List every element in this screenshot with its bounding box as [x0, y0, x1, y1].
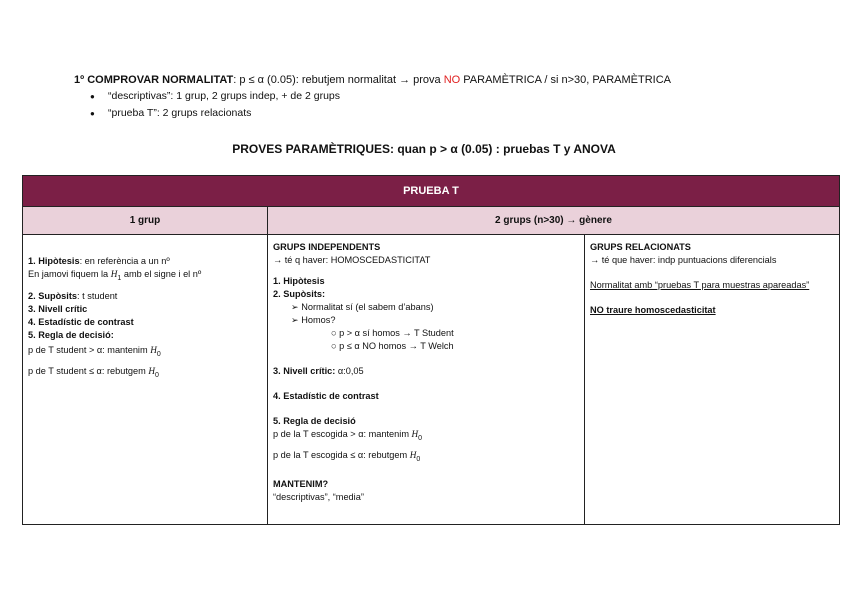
relacionats-cell [585, 235, 840, 525]
independents-title: GRUPS INDEPENDENTS [273, 242, 381, 252]
jamovi-text: En jamovi fiquem la [28, 269, 111, 279]
bullet-item: ● “prueba T”: 2 grups relacionats [74, 105, 671, 122]
prueba-t-table [22, 175, 840, 525]
h-subscript: 0 [154, 371, 159, 379]
suposits-label: 2. Supòsits [28, 290, 78, 301]
h-symbol: H [150, 344, 157, 355]
h-symbol: H [409, 449, 417, 460]
h-subscript: 0 [156, 350, 161, 358]
h-subscript: 1 [117, 274, 122, 282]
regla-decisio: 5. Regla de decisió [273, 416, 356, 426]
homoscedasticitat-note: NO traure homoscedasticitat [590, 305, 716, 315]
normality-rule: : p ≤ α (0.05): rebutjem normalitat → prova [233, 74, 444, 86]
regla-decisio: 5. Regla de decisió: [28, 329, 114, 340]
independents-cell [268, 235, 585, 525]
suposits-text: : t student [77, 290, 118, 301]
homos-no-item: ○ p ≤ α NO homos → T Welch [331, 341, 454, 351]
bullet-item: ● “descriptivas”: 1 grup, 2 grups indep, + de 2 grups [74, 88, 671, 105]
normality-heading: 1º COMPROVAR NORMALITAT [74, 74, 234, 86]
hipotesis-label: 1. Hipòtesis [28, 256, 80, 266]
nivell-critic: 3. Nivell crític: [273, 366, 336, 376]
rule-rebutgem: p de T student ≤ α: rebutgem [28, 365, 149, 376]
hipotesis-text: : en referència a un nº [79, 256, 170, 266]
normality-rule-end: PARAMÈTRICA / si n>30, PARAMÈTRICA [460, 74, 672, 86]
rule-mantenim: p de la T escogida > α: mantenim [273, 429, 412, 439]
h-symbol: H [110, 269, 118, 279]
h-symbol: H [148, 365, 155, 376]
estadistic-contrast: 4. Estadístic de contrast [273, 391, 379, 401]
estadistic-contrast: 4. Estadístic de contrast [28, 316, 134, 327]
nivell-critic: 3. Nivell crític [28, 303, 88, 314]
hipotesis-label: 1. Hipòtesis [273, 276, 325, 286]
homos-yes-item: ○ p > α sí homos → T Student [331, 328, 454, 338]
table-title: PRUEBA T [23, 176, 840, 207]
independents-condition: → té q haver: HOMOSCEDASTICITAT [273, 255, 431, 265]
col-header-1-grup: 1 grup [23, 207, 268, 235]
jamovi-text-end: amb el signe i el nº [121, 269, 202, 279]
h-symbol: H [411, 429, 419, 439]
mantenim-text: “descriptivas”, “media” [273, 491, 364, 502]
homos-item: ➢ Homos? [291, 315, 336, 325]
h-subscript: 0 [416, 455, 421, 463]
intro-section [74, 72, 671, 122]
normality-line [74, 72, 671, 88]
rule-rebutgem: p de la T escogida ≤ α: rebutgem [273, 449, 410, 460]
intro-bullets [74, 88, 671, 122]
section-title: PROVES PARAMÈTRIQUES: quan p > α (0.05) : pruebas T y ANOVA [232, 142, 616, 156]
relacionats-condition: → té que haver: indp puntuacions diferencials [590, 255, 777, 265]
relacionats-title: GRUPS RELACIONATS [590, 242, 691, 252]
rule-mantenim: p de T student > α: mantenim [28, 344, 151, 355]
one-group-cell [23, 235, 268, 525]
col-header-2-grups: 2 grups (n>30) → gènere [268, 207, 840, 235]
h-subscript: 0 [418, 434, 423, 442]
normalitat-item: ➢ Normalitat sí (el sabem d’abans) [291, 302, 434, 312]
mantenim-label: MANTENIM? [273, 478, 329, 489]
normalitat-note: Normalitat amb “pruebas T para muestras apareadas” [590, 280, 810, 290]
suposits-label: 2. Supòsits: [273, 289, 326, 299]
no-highlight: NO [443, 74, 461, 86]
nivell-value: α:0,05 [335, 366, 364, 376]
